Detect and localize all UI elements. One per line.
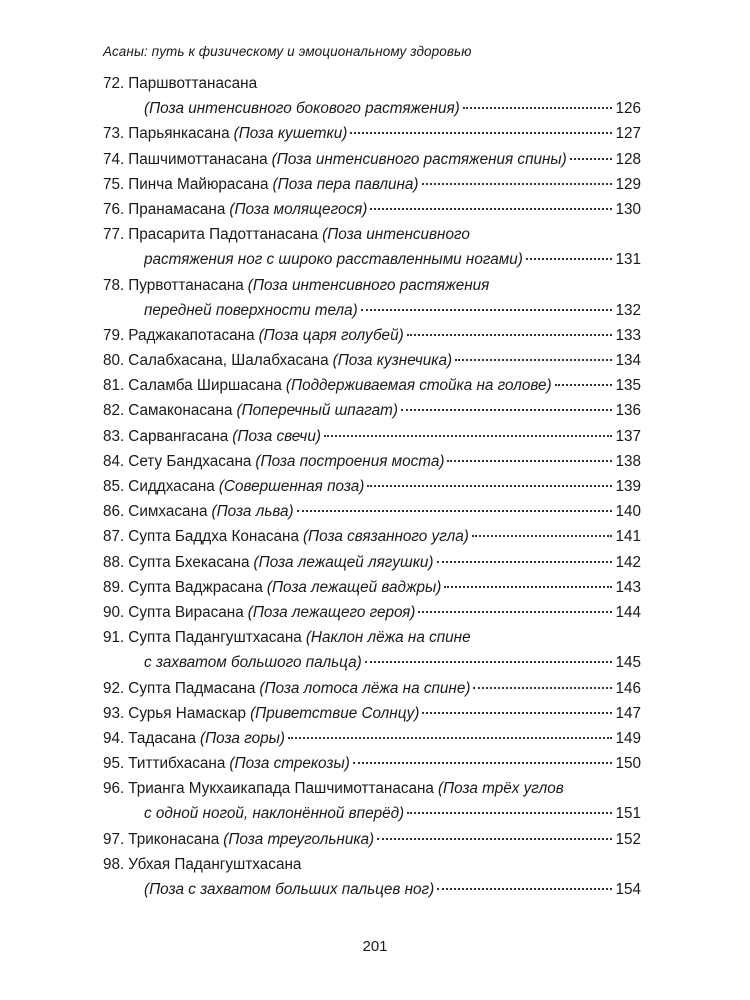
- toc-entry[interactable]: [103, 524, 641, 549]
- entry-subtitle: (Поза царя голубей): [258, 326, 404, 344]
- entry-title: Супта Баддха Конасана: [128, 528, 299, 546]
- entry-number: 97.: [103, 830, 125, 848]
- dot-leader: [463, 107, 613, 109]
- toc-entry[interactable]: [103, 449, 641, 474]
- entry-number: 74.: [103, 150, 125, 168]
- entry-title: Пашчимоттанасана: [128, 150, 268, 168]
- toc-entry-continuation[interactable]: [103, 650, 641, 675]
- toc-entry[interactable]: [103, 197, 641, 222]
- toc-entry-continuation[interactable]: [103, 298, 641, 323]
- dot-leader: [350, 132, 612, 134]
- entry-page: 146: [615, 679, 641, 697]
- entry-page: 145: [615, 654, 641, 672]
- entry-number: 95.: [103, 755, 125, 773]
- entry-page: 127: [615, 125, 641, 143]
- entry-title: Убхая Падангуштхасана: [128, 855, 302, 873]
- entry-title: Трианга Мукхаикапада Пашчимоттанасана: [128, 780, 434, 798]
- entry-subtitle: (Поза построения моста): [255, 452, 445, 470]
- entry-number: 84.: [103, 452, 125, 470]
- entry-subtitle: (Поза стрекозы): [229, 755, 350, 773]
- entry-subtitle: (Совершенная поза): [218, 478, 365, 495]
- entry-page: 134: [615, 352, 641, 370]
- toc-entry-continuation[interactable]: [103, 96, 641, 121]
- entry-number: 78.: [103, 276, 125, 294]
- dot-leader: [422, 183, 613, 185]
- entry-subtitle: (Поза пера павлина): [272, 175, 419, 193]
- entry-subtitle: (Поза интенсивного: [322, 226, 470, 244]
- entry-number: 82.: [103, 402, 125, 420]
- toc-entry[interactable]: [103, 751, 641, 776]
- entry-subtitle: (Поза кузнечика): [332, 352, 453, 370]
- entry-page: 140: [615, 503, 641, 521]
- entry-page: 150: [615, 755, 641, 773]
- toc-entry[interactable]: [103, 550, 641, 575]
- toc-entry[interactable]: [103, 373, 641, 398]
- entry-title: Пурвоттанасана: [128, 276, 244, 294]
- entry-title: Триконасана: [128, 830, 220, 848]
- entry-title: Супта Вирасана: [128, 603, 244, 621]
- entry-page: 136: [615, 402, 641, 420]
- dot-leader: [418, 611, 612, 613]
- entry-title: Раджакапотасана: [128, 326, 255, 344]
- dot-leader: [324, 435, 613, 437]
- dot-leader: [401, 409, 613, 411]
- toc-entry[interactable]: [103, 398, 641, 423]
- dot-leader: [472, 535, 613, 537]
- entry-subtitle-continued: с захватом большого пальца): [144, 654, 362, 672]
- entry-number: 94.: [103, 729, 125, 747]
- entry-page: 141: [615, 528, 641, 546]
- entry-number: 77.: [103, 226, 125, 244]
- entry-number: 90.: [103, 603, 125, 621]
- toc-entry[interactable]: [103, 600, 641, 625]
- entry-page: 130: [615, 200, 641, 218]
- toc-entry-continuation[interactable]: [103, 247, 641, 272]
- entry-subtitle: (Поза интенсивного растяжения спины): [271, 150, 567, 168]
- entry-page: 143: [615, 578, 641, 596]
- entry-number: 76.: [103, 200, 125, 218]
- entry-title: Сиддхасана: [128, 478, 215, 495]
- entry-subtitle-continued: растяжения ног с широко расставленными ногами): [144, 251, 523, 269]
- entry-number: 98.: [103, 855, 125, 873]
- entry-page: 149: [615, 729, 641, 747]
- toc-entry[interactable]: [103, 172, 641, 197]
- entry-page: 132: [615, 301, 641, 319]
- entry-title: Симхасана: [128, 503, 208, 521]
- entry-number: 73.: [103, 125, 125, 143]
- entry-subtitle: (Поза интенсивного растяжения: [247, 276, 490, 294]
- toc-entry[interactable]: [103, 575, 641, 600]
- running-header: Асаны: путь к физическому и эмоциональному здоровью: [103, 44, 472, 59]
- dot-leader: [455, 359, 612, 361]
- toc-entry[interactable]: [103, 348, 641, 373]
- entry-page: 126: [615, 100, 641, 118]
- entry-subtitle: (Поза трёх углов: [437, 780, 564, 798]
- toc-entry[interactable]: [103, 323, 641, 348]
- entry-number: 72.: [103, 75, 125, 92]
- entry-page: 138: [615, 452, 641, 470]
- toc-entry[interactable]: [103, 222, 641, 247]
- entry-page: 133: [615, 326, 641, 344]
- entry-number: 89.: [103, 578, 125, 596]
- entry-number: 83.: [103, 427, 125, 445]
- entry-number: 86.: [103, 503, 125, 521]
- entry-subtitle: (Наклон лёжа на спине: [305, 629, 471, 647]
- entry-number: 81.: [103, 377, 125, 395]
- toc-entry[interactable]: [103, 474, 641, 499]
- entry-page: 137: [615, 427, 641, 445]
- entry-title: Паршвоттанасана: [128, 75, 258, 92]
- dot-leader: [444, 586, 612, 588]
- entry-title: Пранамасана: [128, 200, 226, 218]
- entry-title: Сету Бандхасана: [128, 452, 252, 470]
- entry-title: Супта Бхекасана: [128, 553, 250, 571]
- toc-entry[interactable]: [103, 71, 641, 96]
- entry-subtitle-continued: (Поза интенсивного бокового растяжения): [144, 100, 460, 118]
- entry-number: 79.: [103, 326, 125, 344]
- dot-leader: [526, 258, 613, 260]
- entry-title: Саламба Ширшасана: [128, 377, 282, 395]
- entry-subtitle: (Поза горы): [199, 729, 285, 747]
- entry-title: Парьянкасана: [128, 125, 230, 143]
- entry-number: 88.: [103, 553, 125, 571]
- dot-leader: [367, 485, 612, 487]
- entry-page: 147: [615, 704, 641, 722]
- entry-number: 85.: [103, 478, 125, 495]
- entry-subtitle-continued: передней поверхности тела): [144, 301, 358, 319]
- toc-entry[interactable]: [103, 701, 641, 726]
- dot-leader: [361, 309, 613, 311]
- toc-entry[interactable]: [103, 852, 641, 877]
- entry-title: Сарвангасана: [128, 427, 229, 445]
- entry-subtitle: (Приветствие Солнцу): [250, 704, 420, 722]
- entry-number: 75.: [103, 175, 125, 193]
- entry-subtitle: (Поза молящегося): [229, 200, 368, 218]
- entry-subtitle-continued: (Поза с захватом больших пальцев ног): [144, 881, 435, 898]
- dot-leader: [447, 460, 612, 462]
- entry-subtitle-continued: с одной ногой, наклонённой вперёд): [144, 805, 405, 823]
- dot-leader: [437, 888, 612, 890]
- dot-leader: [377, 838, 612, 840]
- dot-leader: [570, 158, 613, 160]
- toc-entry[interactable]: [103, 726, 641, 751]
- entry-subtitle: (Поза льва): [211, 503, 294, 521]
- entry-subtitle: (Поза связанного угла): [302, 528, 469, 546]
- entry-page: 142: [615, 553, 641, 571]
- dot-leader: [437, 561, 613, 563]
- dot-leader: [407, 812, 612, 814]
- toc-entry[interactable]: [103, 499, 641, 524]
- toc-entry-continuation[interactable]: [103, 801, 641, 826]
- entry-number: 93.: [103, 704, 125, 722]
- toc-entry-continuation[interactable]: [103, 877, 641, 902]
- entry-subtitle: (Поперечный шпагат): [236, 402, 398, 420]
- dot-leader: [407, 334, 613, 336]
- entry-page: 152: [615, 830, 641, 848]
- entry-subtitle: (Поза лежащей лягушки): [253, 553, 434, 571]
- entry-page: 128: [615, 150, 641, 168]
- table-of-contents: [103, 71, 641, 902]
- entry-title: Тадасана: [128, 729, 196, 747]
- entry-title: Пинча Майюрасана: [128, 175, 269, 193]
- toc-entry[interactable]: [103, 776, 641, 801]
- entry-page: 135: [615, 377, 641, 395]
- dot-leader: [422, 712, 612, 714]
- toc-entry[interactable]: [103, 625, 641, 650]
- entry-number: 91.: [103, 629, 125, 647]
- entry-page: 154: [615, 881, 641, 898]
- entry-title: Титтибхасана: [128, 755, 226, 773]
- entry-number: 80.: [103, 352, 125, 370]
- entry-subtitle: (Поза кушетки): [233, 125, 348, 143]
- entry-title: Супта Падангуштхасана: [128, 629, 302, 647]
- dot-leader: [353, 762, 613, 764]
- entry-page: 129: [615, 175, 641, 193]
- entry-page: 131: [615, 251, 641, 269]
- entry-subtitle: (Поза лотоса лёжа на спине): [259, 679, 471, 697]
- dot-leader: [473, 687, 612, 689]
- entry-subtitle: (Поза свечи): [232, 427, 321, 445]
- toc-entry[interactable]: [103, 424, 641, 449]
- entry-title: Салабхасана, Шалабхасана: [128, 352, 329, 370]
- toc-entry[interactable]: [103, 827, 641, 852]
- dot-leader: [288, 737, 613, 739]
- toc-entry[interactable]: [103, 121, 641, 146]
- dot-leader: [365, 661, 613, 663]
- dot-leader: [370, 208, 612, 210]
- entry-subtitle: (Поддерживаемая стойка на голове): [285, 377, 552, 395]
- entry-page: 139: [615, 478, 641, 495]
- entry-subtitle: (Поза треугольника): [223, 830, 375, 848]
- dot-leader: [555, 384, 613, 386]
- toc-entry[interactable]: [103, 273, 641, 298]
- entry-title: Супта Ваджрасана: [128, 578, 263, 596]
- entry-subtitle: (Поза лежащего героя): [247, 603, 416, 621]
- dot-leader: [297, 510, 613, 512]
- entry-title: Прасарита Падоттанасана: [128, 226, 319, 244]
- toc-entry[interactable]: [103, 676, 641, 701]
- entry-number: 96.: [103, 780, 125, 798]
- entry-page: 144: [615, 603, 641, 621]
- toc-entry[interactable]: [103, 147, 641, 172]
- entry-number: 92.: [103, 679, 125, 697]
- entry-subtitle: (Поза лежащей ваджры): [266, 578, 442, 596]
- entry-title: Супта Падмасана: [128, 679, 256, 697]
- entry-title: Самаконасана: [128, 402, 233, 420]
- entry-title: Сурья Намаскар: [128, 704, 247, 722]
- entry-page: 151: [615, 805, 641, 823]
- entry-number: 87.: [103, 528, 125, 546]
- page-number: 201: [362, 938, 388, 955]
